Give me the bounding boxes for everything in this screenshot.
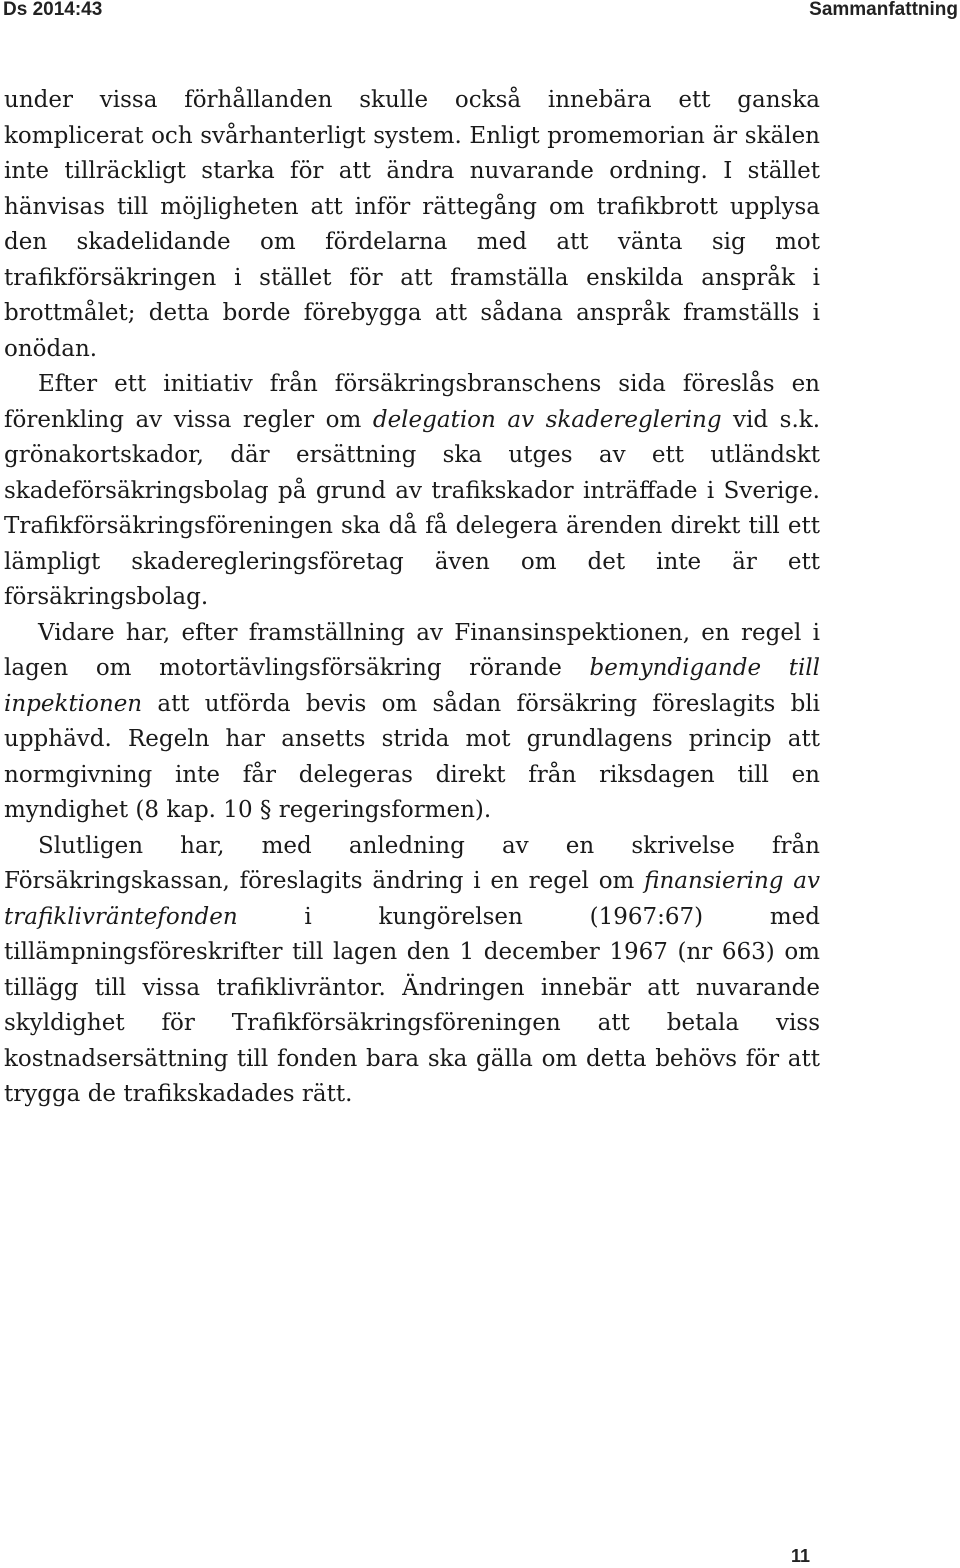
paragraph-2-emphasis: delegation av skadereglering [372,406,722,433]
paragraph-2-text-end: vid s.k. grönakortskador, där ersättning ska utges av ett utländskt skadeförsäkringsbolag på grund av trafikskador inträffade i Sverige. Trafikförsäkringsföreningen ska då få delegera ärenden direkt till ett lämpligt skaderegleringsföretag även om det inte är ett försäkringsbolag. [4,406,821,610]
paragraph-4-text-start: Slutligen har, med anledning av en skrivelse från Försäkringskassan, föreslagits ändring i en regel om [4,832,820,894]
paragraph-3-emphasis: bemyndigande till inpektionen [4,655,821,717]
section-title: Sammanfattning [809,0,958,20]
paragraph-4-text-end: i kungörelsen (1967:67) med tillämpningsföreskrifter till lagen den 1 december 1967 (nr 663) om tillägg till vissa trafiklivräntor. Ändringen innebär att nuvarande skyldighet för Trafikförsäkringsföreningen att betala viss kostnadsersättning till fonden bara ska gälla om detta behövs för att trygga de trafikskadades rätt. [4,903,820,1107]
paragraph-4-emphasis: finansiering av trafiklivräntefonden [4,868,820,930]
paragraph-4 [4,829,820,1113]
document-id: Ds 2014:43 [3,0,103,20]
running-header [0,0,960,23]
paragraph-2-text-start: Efter ett initiativ från försäkringsbranschens sida föreslås en förenkling av vissa regler om [4,371,820,433]
paragraph-3-text-start: Vidare har, efter framställning av Finansinspektionen, en regel i lagen om motortävlingsförsäkring rörande [4,619,820,681]
paragraph-3-text-end: att utförda bevis om sådan försäkring föreslagits bli upphävd. Regeln har ansetts strida mot grundlagens princip att normgivning inte får delegeras direkt från riksdagen till en myndighet (8 kap. 10 § regeringsformen). [4,690,820,823]
body-text [4,83,820,1113]
paragraph-3 [4,616,820,829]
paragraph-1: under vissa förhållanden skulle också innebära ett ganska komplicerat och svårhanterligt system. Enligt promemorian är skälen inte tillräckligt starka för att ändra nuvarande ordning. I stället hänvisas till möjligheten att inför rättegång om trafikbrott upplysa den skadelidande om fördelarna med att vänta sig mot trafikförsäkringen i stället för att framställa enskilda anspråk i brottmålet; detta borde förebygga att sådana anspråk framställs i onödan. [4,87,820,362]
paragraph-2 [4,367,820,616]
page-number: 11 [791,1546,811,1566]
